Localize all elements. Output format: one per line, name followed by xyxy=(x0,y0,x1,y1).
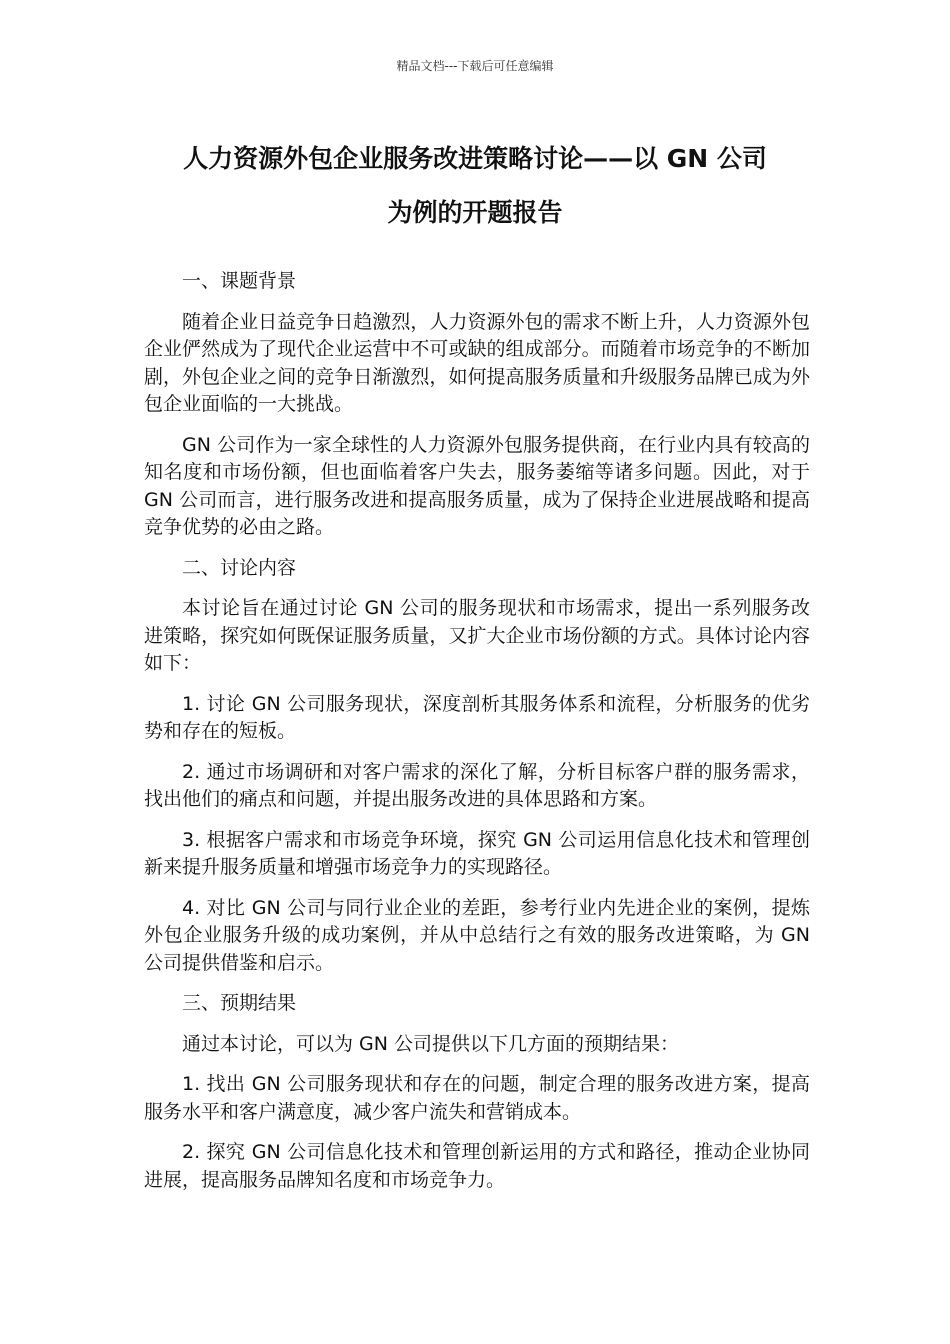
document-title xyxy=(140,132,810,240)
document-body xyxy=(144,268,810,1207)
paragraph: 通过本讨论，可以为 GN 公司提供以下几方面的预期结果： xyxy=(182,1032,680,1055)
list-item: 3. 根据客户需求和市场竞争环境，探究 GN 公司运用信息化技术和管理创新来提升服务质量和增强市场竞争力的实现路径。 xyxy=(144,828,810,878)
paragraph: GN 公司作为一家全球性的人力资源外包服务提供商，在行业内具有较高的知名度和市场份额，但也面临着客户失去，服务萎缩等诸多问题。因此，对于 GN 公司而言，进行服务改进和提高服务质量，成为了保持企业进展战略和提高竞争优势的必由之路。 xyxy=(144,433,810,538)
header-note: 精品文档---下载后可任意编辑 xyxy=(396,59,554,73)
section-heading-content: 二、讨论内容 xyxy=(182,556,297,579)
paragraph: 随着企业日益竞争日趋激烈，人力资源外包的需求不断上升，人力资源外包企业俨然成为了现代企业运营中不可或缺的组成部分。而随着市场竞争的不断加剧，外包企业之间的竞争日渐激烈，如何提高服务质量和升级服务品牌已成为外包企业面临的一大挑战。 xyxy=(144,310,810,415)
list-item: 2. 探究 GN 公司信息化技术和管理创新运用的方式和路径，推动企业协同进展，提高服务品牌知名度和市场竞争力。 xyxy=(144,1141,810,1191)
list-item: 2. 通过市场调研和对客户需求的深化了解，分析目标客户群的服务需求，找出他们的痛点和问题，并提出服务改进的具体思路和方案。 xyxy=(144,760,810,810)
list-item: 1. 找出 GN 公司服务现状和存在的问题，制定合理的服务改进方案，提高服务水平和客户满意度，减少客户流失和营销成本。 xyxy=(144,1073,810,1123)
title-line-1: 人力资源外包企业服务改进策略讨论——以 GN 公司 xyxy=(183,144,767,173)
list-item: 4. 对比 GN 公司与同行业企业的差距，参考行业内先进企业的案例，提炼外包企业服务升级的成功案例，并从中总结行之有效的服务改进策略，为 GN 公司提供借鉴和启示。 xyxy=(144,896,810,974)
section-heading-results: 三、预期结果 xyxy=(182,992,297,1014)
title-line-2: 为例的开题报告 xyxy=(387,198,563,227)
list-item: 1. 讨论 GN 公司服务现状，深度剖析其服务体系和流程，分析服务的优劣势和存在的短板。 xyxy=(144,692,810,742)
section-heading-background: 一、课题背景 xyxy=(182,270,297,292)
paragraph: 本讨论旨在通过讨论 GN 公司的服务现状和市场需求，提出一系列服务改进策略，探究如何既保证服务质量，又扩大企业市场份额的方式。具体讨论内容如下： xyxy=(144,597,810,674)
